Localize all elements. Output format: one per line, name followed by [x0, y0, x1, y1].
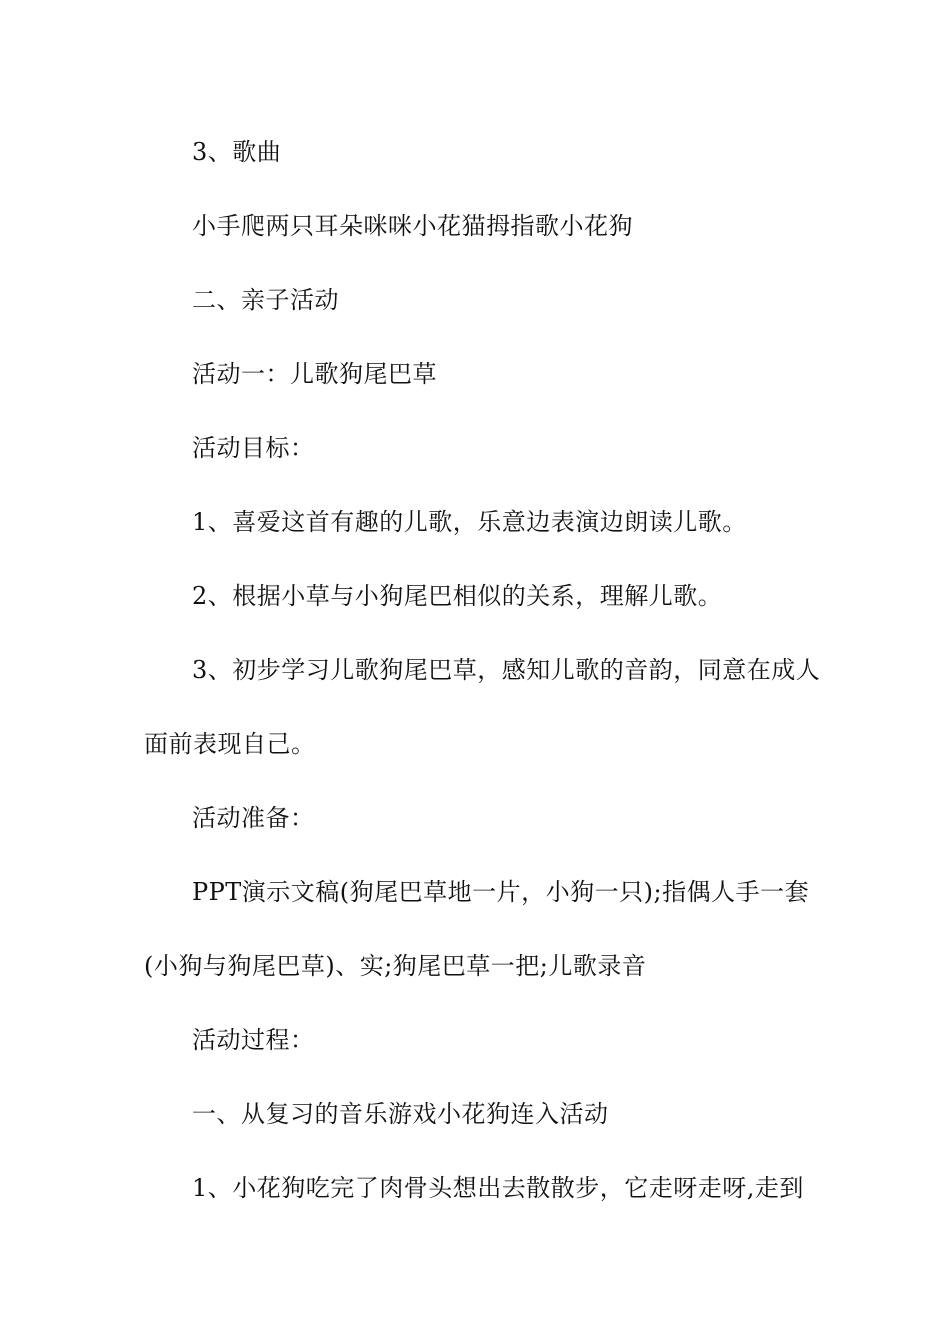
text-line-preparation-heading: 活动准备：: [192, 804, 315, 832]
text-line-section-heading: 二、亲子活动: [192, 286, 339, 314]
text-line-preparation-details: PPT演示文稿(狗尾巴草地一片，小狗一只);指偶人手一套: [192, 878, 810, 906]
text-line-goal-3: 3、初步学习儿歌狗尾巴草，感知儿歌的音韵，同意在成人: [192, 656, 821, 684]
text-line-process-step-1: 1、小花狗吃完了肉骨头想出去散散步，它走呀走呀,走到: [192, 1174, 804, 1202]
text-line-goals-heading: 活动目标：: [192, 434, 315, 462]
text-line-goal-3-continued: 面前表现自己。: [144, 730, 316, 758]
text-line-activity-title: 活动一：儿歌狗尾巴草: [192, 360, 437, 388]
text-line-process-heading: 活动过程：: [192, 1026, 315, 1054]
text-line-preparation-details-continued: (小狗与狗尾巴草)、实;狗尾巴草一把;儿歌录音: [144, 952, 647, 980]
text-line-goal-1: 1、喜爱这首有趣的儿歌，乐意边表演边朗读儿歌。: [192, 508, 747, 536]
text-line-song-list: 小手爬两只耳朵咪咪小花猫拇指歌小花狗: [192, 212, 633, 240]
text-line-song-heading: 3、歌曲: [192, 138, 282, 166]
text-line-goal-2: 2、根据小草与小狗尾巴相似的关系，理解儿歌。: [192, 582, 723, 610]
text-line-process-step-heading: 一、从复习的音乐游戏小花狗连入活动: [192, 1100, 609, 1128]
